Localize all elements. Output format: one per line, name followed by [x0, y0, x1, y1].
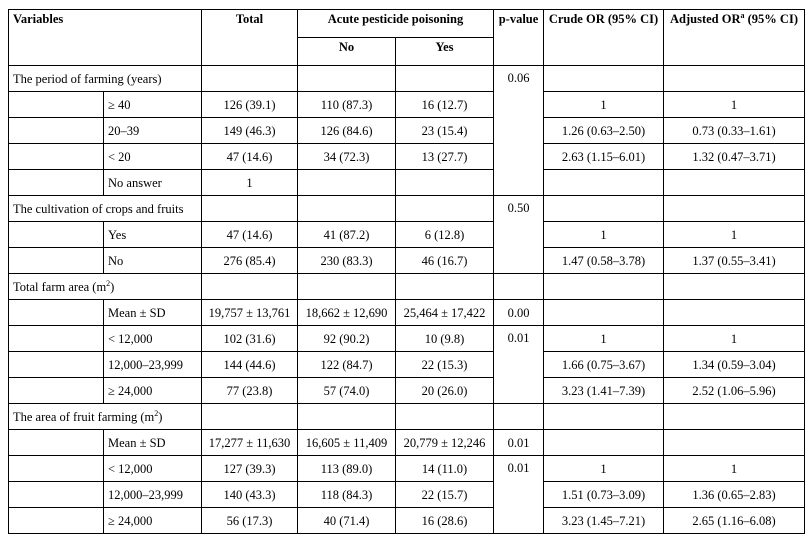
- table-row: [9, 326, 805, 352]
- cell-total: 17,277 ± 11,630: [202, 430, 298, 456]
- table-row: [9, 456, 805, 482]
- cell-total: 1: [202, 170, 298, 196]
- group-label: The period of farming (years): [9, 66, 202, 92]
- cell-yes: 25,464 ± 17,422: [396, 300, 494, 326]
- cell-adjusted: 2.65 (1.16–6.08): [664, 508, 805, 534]
- cell-no: 126 (84.6): [298, 118, 396, 144]
- header-adjusted-or-sup: a: [740, 10, 745, 20]
- table-row: [9, 352, 805, 378]
- row-label: ≥ 40: [104, 92, 202, 118]
- cell-crude: 1: [544, 92, 664, 118]
- row-label: 12,000–23,999: [104, 352, 202, 378]
- cell-no: 16,605 ± 11,409: [298, 430, 396, 456]
- cell-yes: 13 (27.7): [396, 144, 494, 170]
- group-label-sup: 2: [154, 408, 159, 418]
- row-label: Yes: [104, 222, 202, 248]
- cell-total: 102 (31.6): [202, 326, 298, 352]
- header-acute-poisoning: Acute pesticide poisoning: [298, 10, 494, 38]
- cell-yes: 10 (9.8): [396, 326, 494, 352]
- cell-crude: 2.63 (1.15–6.01): [544, 144, 664, 170]
- group-label-text: Total farm area (m: [13, 279, 107, 294]
- cell-crude: 1.51 (0.73–3.09): [544, 482, 664, 508]
- table-row: [9, 170, 805, 196]
- cell-total: 126 (39.1): [202, 92, 298, 118]
- table-row: [9, 222, 805, 248]
- results-table: [8, 9, 805, 534]
- header-yes: Yes: [396, 38, 494, 66]
- table-row: [9, 144, 805, 170]
- header-crude-or: Crude OR (95% CI): [544, 10, 664, 66]
- cell-crude: [544, 170, 664, 196]
- cell-total: 77 (23.8): [202, 378, 298, 404]
- p-value: 0.01: [494, 456, 544, 534]
- group-row: [9, 404, 805, 430]
- cell-no: 113 (89.0): [298, 456, 396, 482]
- cell-crude: 1: [544, 326, 664, 352]
- row-label: No: [104, 248, 202, 274]
- cell-yes: 16 (28.6): [396, 508, 494, 534]
- cell-adjusted: 0.73 (0.33–1.61): [664, 118, 805, 144]
- cell-adjusted: 1: [664, 456, 805, 482]
- p-value: 0.01: [494, 326, 544, 404]
- cell-yes: 20,779 ± 12,246: [396, 430, 494, 456]
- cell-yes: 22 (15.7): [396, 482, 494, 508]
- row-label: 20–39: [104, 118, 202, 144]
- row-label: 12,000–23,999: [104, 482, 202, 508]
- cell-adjusted: 1: [664, 92, 805, 118]
- table-row: [9, 92, 805, 118]
- table-row: [9, 300, 805, 326]
- group-label-close: ): [158, 409, 163, 424]
- cell-no: 122 (84.7): [298, 352, 396, 378]
- cell-crude: 3.23 (1.45–7.21): [544, 508, 664, 534]
- cell-crude: 1.26 (0.63–2.50): [544, 118, 664, 144]
- cell-no: 230 (83.3): [298, 248, 396, 274]
- cell-crude: 1.66 (0.75–3.67): [544, 352, 664, 378]
- cell-yes: 20 (26.0): [396, 378, 494, 404]
- group-label-close: ): [110, 279, 115, 294]
- header-no: No: [298, 38, 396, 66]
- group-row: [9, 66, 805, 92]
- header-adjusted-or-ci: (95% CI): [744, 12, 798, 26]
- group-row: [9, 196, 805, 222]
- header-variables: Variables: [9, 10, 202, 66]
- table-row: [9, 118, 805, 144]
- cell-adjusted: 1.32 (0.47–3.71): [664, 144, 805, 170]
- cell-total: 140 (43.3): [202, 482, 298, 508]
- cell-total: 127 (39.3): [202, 456, 298, 482]
- group-label: The cultivation of crops and fruits: [9, 196, 202, 222]
- row-label: ≥ 24,000: [104, 508, 202, 534]
- cell-no: 57 (74.0): [298, 378, 396, 404]
- cell-total: 19,757 ± 13,761: [202, 300, 298, 326]
- row-label: ≥ 24,000: [104, 378, 202, 404]
- cell-crude: 3.23 (1.41–7.39): [544, 378, 664, 404]
- cell-crude: 1: [544, 456, 664, 482]
- cell-total: 276 (85.4): [202, 248, 298, 274]
- cell-no: 92 (90.2): [298, 326, 396, 352]
- group-row: [9, 274, 805, 300]
- group-label: [9, 404, 202, 430]
- p-value: 0.01: [494, 430, 544, 456]
- cell-adjusted: [664, 170, 805, 196]
- cell-crude: 1.47 (0.58–3.78): [544, 248, 664, 274]
- group-label: [9, 274, 202, 300]
- cell-no: 18,662 ± 12,690: [298, 300, 396, 326]
- row-label: < 12,000: [104, 326, 202, 352]
- row-label: Mean ± SD: [104, 430, 202, 456]
- cell-total: 47 (14.6): [202, 222, 298, 248]
- row-label: No answer: [104, 170, 202, 196]
- group-label-text: The area of fruit farming (m: [13, 409, 155, 424]
- cell-no: 40 (71.4): [298, 508, 396, 534]
- header-total: Total: [202, 10, 298, 66]
- cell-adjusted: 1.37 (0.55–3.41): [664, 248, 805, 274]
- table-row: [9, 248, 805, 274]
- cell-no: 118 (84.3): [298, 482, 396, 508]
- cell-yes: 46 (16.7): [396, 248, 494, 274]
- cell-adjusted: 2.52 (1.06–5.96): [664, 378, 805, 404]
- header-p-value: p-value: [494, 10, 544, 66]
- cell-total: 47 (14.6): [202, 144, 298, 170]
- cell-no: [298, 170, 396, 196]
- cell-yes: [396, 170, 494, 196]
- cell-yes: 6 (12.8): [396, 222, 494, 248]
- header-adjusted-or-text: Adjusted OR: [670, 12, 741, 26]
- cell-adjusted: 1: [664, 222, 805, 248]
- p-value: 0.50: [494, 196, 544, 274]
- cell-adjusted: 1: [664, 326, 805, 352]
- cell-total: 56 (17.3): [202, 508, 298, 534]
- header-adjusted-or: [664, 10, 805, 66]
- cell-no: 110 (87.3): [298, 92, 396, 118]
- cell-adjusted: 1.34 (0.59–3.04): [664, 352, 805, 378]
- cell-yes: 14 (11.0): [396, 456, 494, 482]
- table-row: [9, 482, 805, 508]
- p-value: 0.06: [494, 66, 544, 196]
- row-label: Mean ± SD: [104, 300, 202, 326]
- cell-yes: 16 (12.7): [396, 92, 494, 118]
- table-row: [9, 378, 805, 404]
- row-label: < 12,000: [104, 456, 202, 482]
- p-value: 0.00: [494, 300, 544, 326]
- row-label: < 20: [104, 144, 202, 170]
- cell-no: 41 (87.2): [298, 222, 396, 248]
- cell-no: 34 (72.3): [298, 144, 396, 170]
- cell-total: 144 (44.6): [202, 352, 298, 378]
- group-label-sup: 2: [106, 278, 111, 288]
- table-row: [9, 430, 805, 456]
- cell-total: 149 (46.3): [202, 118, 298, 144]
- cell-yes: 22 (15.3): [396, 352, 494, 378]
- cell-crude: 1: [544, 222, 664, 248]
- table-row: [9, 508, 805, 534]
- cell-yes: 23 (15.4): [396, 118, 494, 144]
- cell-adjusted: 1.36 (0.65–2.83): [664, 482, 805, 508]
